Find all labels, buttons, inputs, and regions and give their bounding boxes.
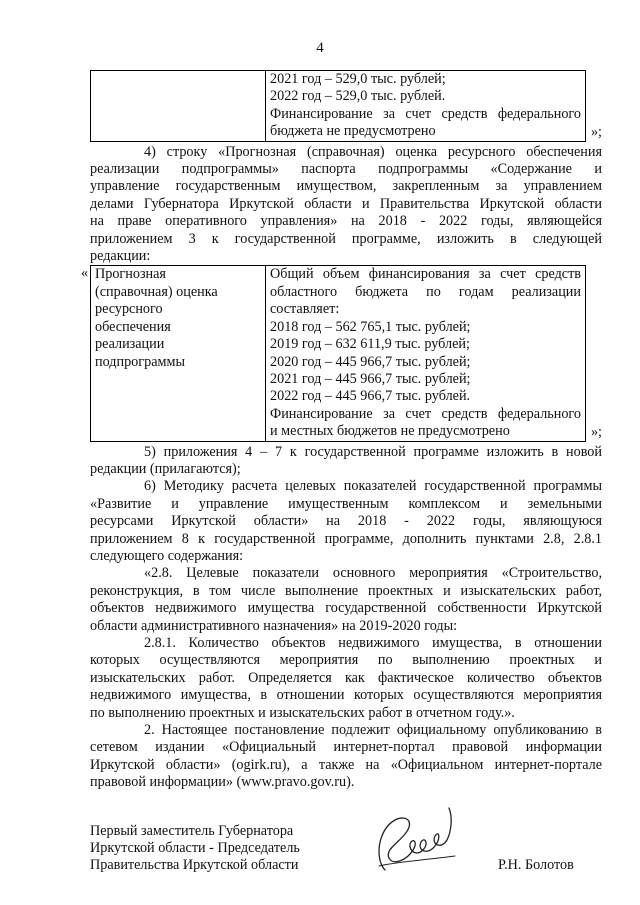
text-line: приложением 8 к государственной программе, дополнить пунктами 2.8, 2.8.1	[90, 530, 602, 547]
text-line: реализации подпрограммы» паспорта подпрограммы «Содержание и	[90, 161, 602, 178]
table2-left-line: (справочная) оценка	[95, 283, 218, 300]
text-line: 4) строку «Прогнозная (справочная) оценка ресурсного обеспечения	[144, 143, 602, 160]
text-line: по выполнению проектных и изыскательских работ в отчетном году.».	[90, 704, 515, 721]
table2-right-line: Общий объем финансирования за счет средств	[270, 266, 581, 283]
text-line: Иркутской области» (ogirk.ru), а также на «Официальном интернет-портале	[90, 756, 602, 773]
text-line: реконструкция, в том числе выполнение проектных и изыскательских работ,	[90, 582, 602, 599]
text-line: 6) Методику расчета целевых показателей государственной программы	[144, 478, 602, 495]
table2-close-quote: »;	[590, 424, 602, 441]
table2-left-line: обеспечения	[95, 318, 171, 335]
text-line: редакции:	[90, 248, 151, 265]
text-line: «Развитие и управление имущественным комплексом и земельными	[90, 495, 602, 512]
text-line: 5) приложения 4 – 7 к государственной программе изложить в новой	[144, 443, 602, 460]
table1-line: 2022 год – 529,0 тыс. рублей.	[270, 88, 446, 105]
text-line: управление государственным имуществом, закрепленным за управлением	[90, 178, 602, 195]
table2-left-cell	[91, 266, 266, 441]
text-line: правовой информации» (www.pravo.gov.ru).	[90, 774, 355, 791]
table2-right-line: составляет:	[270, 301, 340, 318]
table2-right-line: областного бюджета по годам реализации	[270, 283, 581, 300]
table1-line: 2021 год – 529,0 тыс. рублей;	[270, 71, 446, 87]
resource-table	[90, 265, 586, 441]
paragraph-6	[90, 478, 602, 565]
table2-right-cell	[266, 266, 586, 441]
text-line: следующего содержания:	[90, 547, 244, 564]
paragraph-4	[90, 144, 602, 266]
paragraph-2-8	[90, 565, 602, 635]
table2-left-line: реализации	[95, 336, 165, 353]
text-line: 2. Настоящее постановление подлежит официальному опубликованию в	[144, 722, 602, 739]
signatory-title-line: Правительства Иркутской области	[90, 857, 299, 873]
document-body	[81, 70, 602, 792]
table2-left-line: ресурсного	[95, 301, 163, 318]
paragraph-5	[90, 444, 602, 479]
table2-right-line: 2018 год – 562 765,1 тыс. рублей;	[270, 318, 471, 335]
signatory-title-line: Первый заместитель Губернатора	[90, 823, 294, 839]
paragraph-2-8-1	[90, 635, 602, 722]
table2-right-line: 2019 год – 632 611,9 тыс. рублей;	[270, 336, 470, 353]
handwritten-signature	[355, 800, 465, 880]
signatory-name: Р.Н. Болотов	[498, 857, 574, 873]
text-line: 2.8.1. Количество объектов недвижимого имущества, в отношении	[144, 635, 602, 651]
budget-table-1	[90, 70, 586, 142]
text-line: ресурсами Иркутской области» на 2018 - 2022 годы, являющуюся	[90, 513, 602, 530]
table2-right-line: 2021 год – 445 966,7 тыс. рублей;	[270, 370, 471, 387]
table1-close-quote: »;	[590, 124, 602, 141]
table2-left-line: подпрограммы	[95, 353, 185, 370]
table1-left-cell	[91, 71, 266, 142]
resource-table-wrapper	[81, 265, 602, 441]
text-line: редакции (прилагаются);	[90, 460, 241, 477]
text-line: «2.8. Целевые показатели основного мероприятия «Строительство,	[144, 565, 602, 582]
text-line: делами Губернатора Иркутской области и Правительства Иркутской области	[90, 195, 602, 212]
table2-right-line: 2020 год – 445 966,7 тыс. рублей;	[270, 353, 471, 370]
signatory-title-line: Иркутской области - Председатель	[90, 840, 300, 856]
table2-right-line: Финансирование за счет средств федерального	[270, 405, 581, 422]
text-line: недвижимого имущества, в отношении которых осуществляются мероприятия	[90, 687, 602, 704]
table2-right-line: и местных бюджетов не предусмотрено	[270, 423, 510, 440]
budget-table-continuation	[90, 70, 602, 142]
table1-right-cell	[266, 71, 586, 142]
text-line: приложением 3 к государственной программе, изложить в следующей	[90, 230, 602, 247]
text-line: на праве оперативного управления» на 2018 - 2022 годы, являющейся	[90, 213, 602, 230]
page-number: 4	[316, 40, 324, 56]
text-line: области административного назначения» на 2019-2020 годы:	[90, 617, 458, 634]
text-line: изыскательских работ. Определяется как фактическое количество объектов	[90, 669, 602, 686]
signature-block	[90, 823, 300, 874]
table2-left-line: Прогнозная	[95, 266, 166, 283]
table1-line: бюджета не предусмотрено	[270, 123, 436, 140]
table2-open-quote: «	[81, 265, 89, 282]
paragraph-2-publication	[90, 722, 602, 792]
table2-right-line: 2022 год – 445 966,7 тыс. рублей.	[270, 388, 471, 405]
table1-line: Финансирование за счет средств федерального	[270, 105, 581, 122]
text-line: объектов недвижимого имущества государственной собственности Иркутской	[90, 600, 602, 617]
text-line: сетевом издании «Официальный интернет-портал правовой информации	[90, 739, 602, 756]
text-line: которых осуществляются мероприятия по выполнению проектных и	[90, 652, 602, 669]
